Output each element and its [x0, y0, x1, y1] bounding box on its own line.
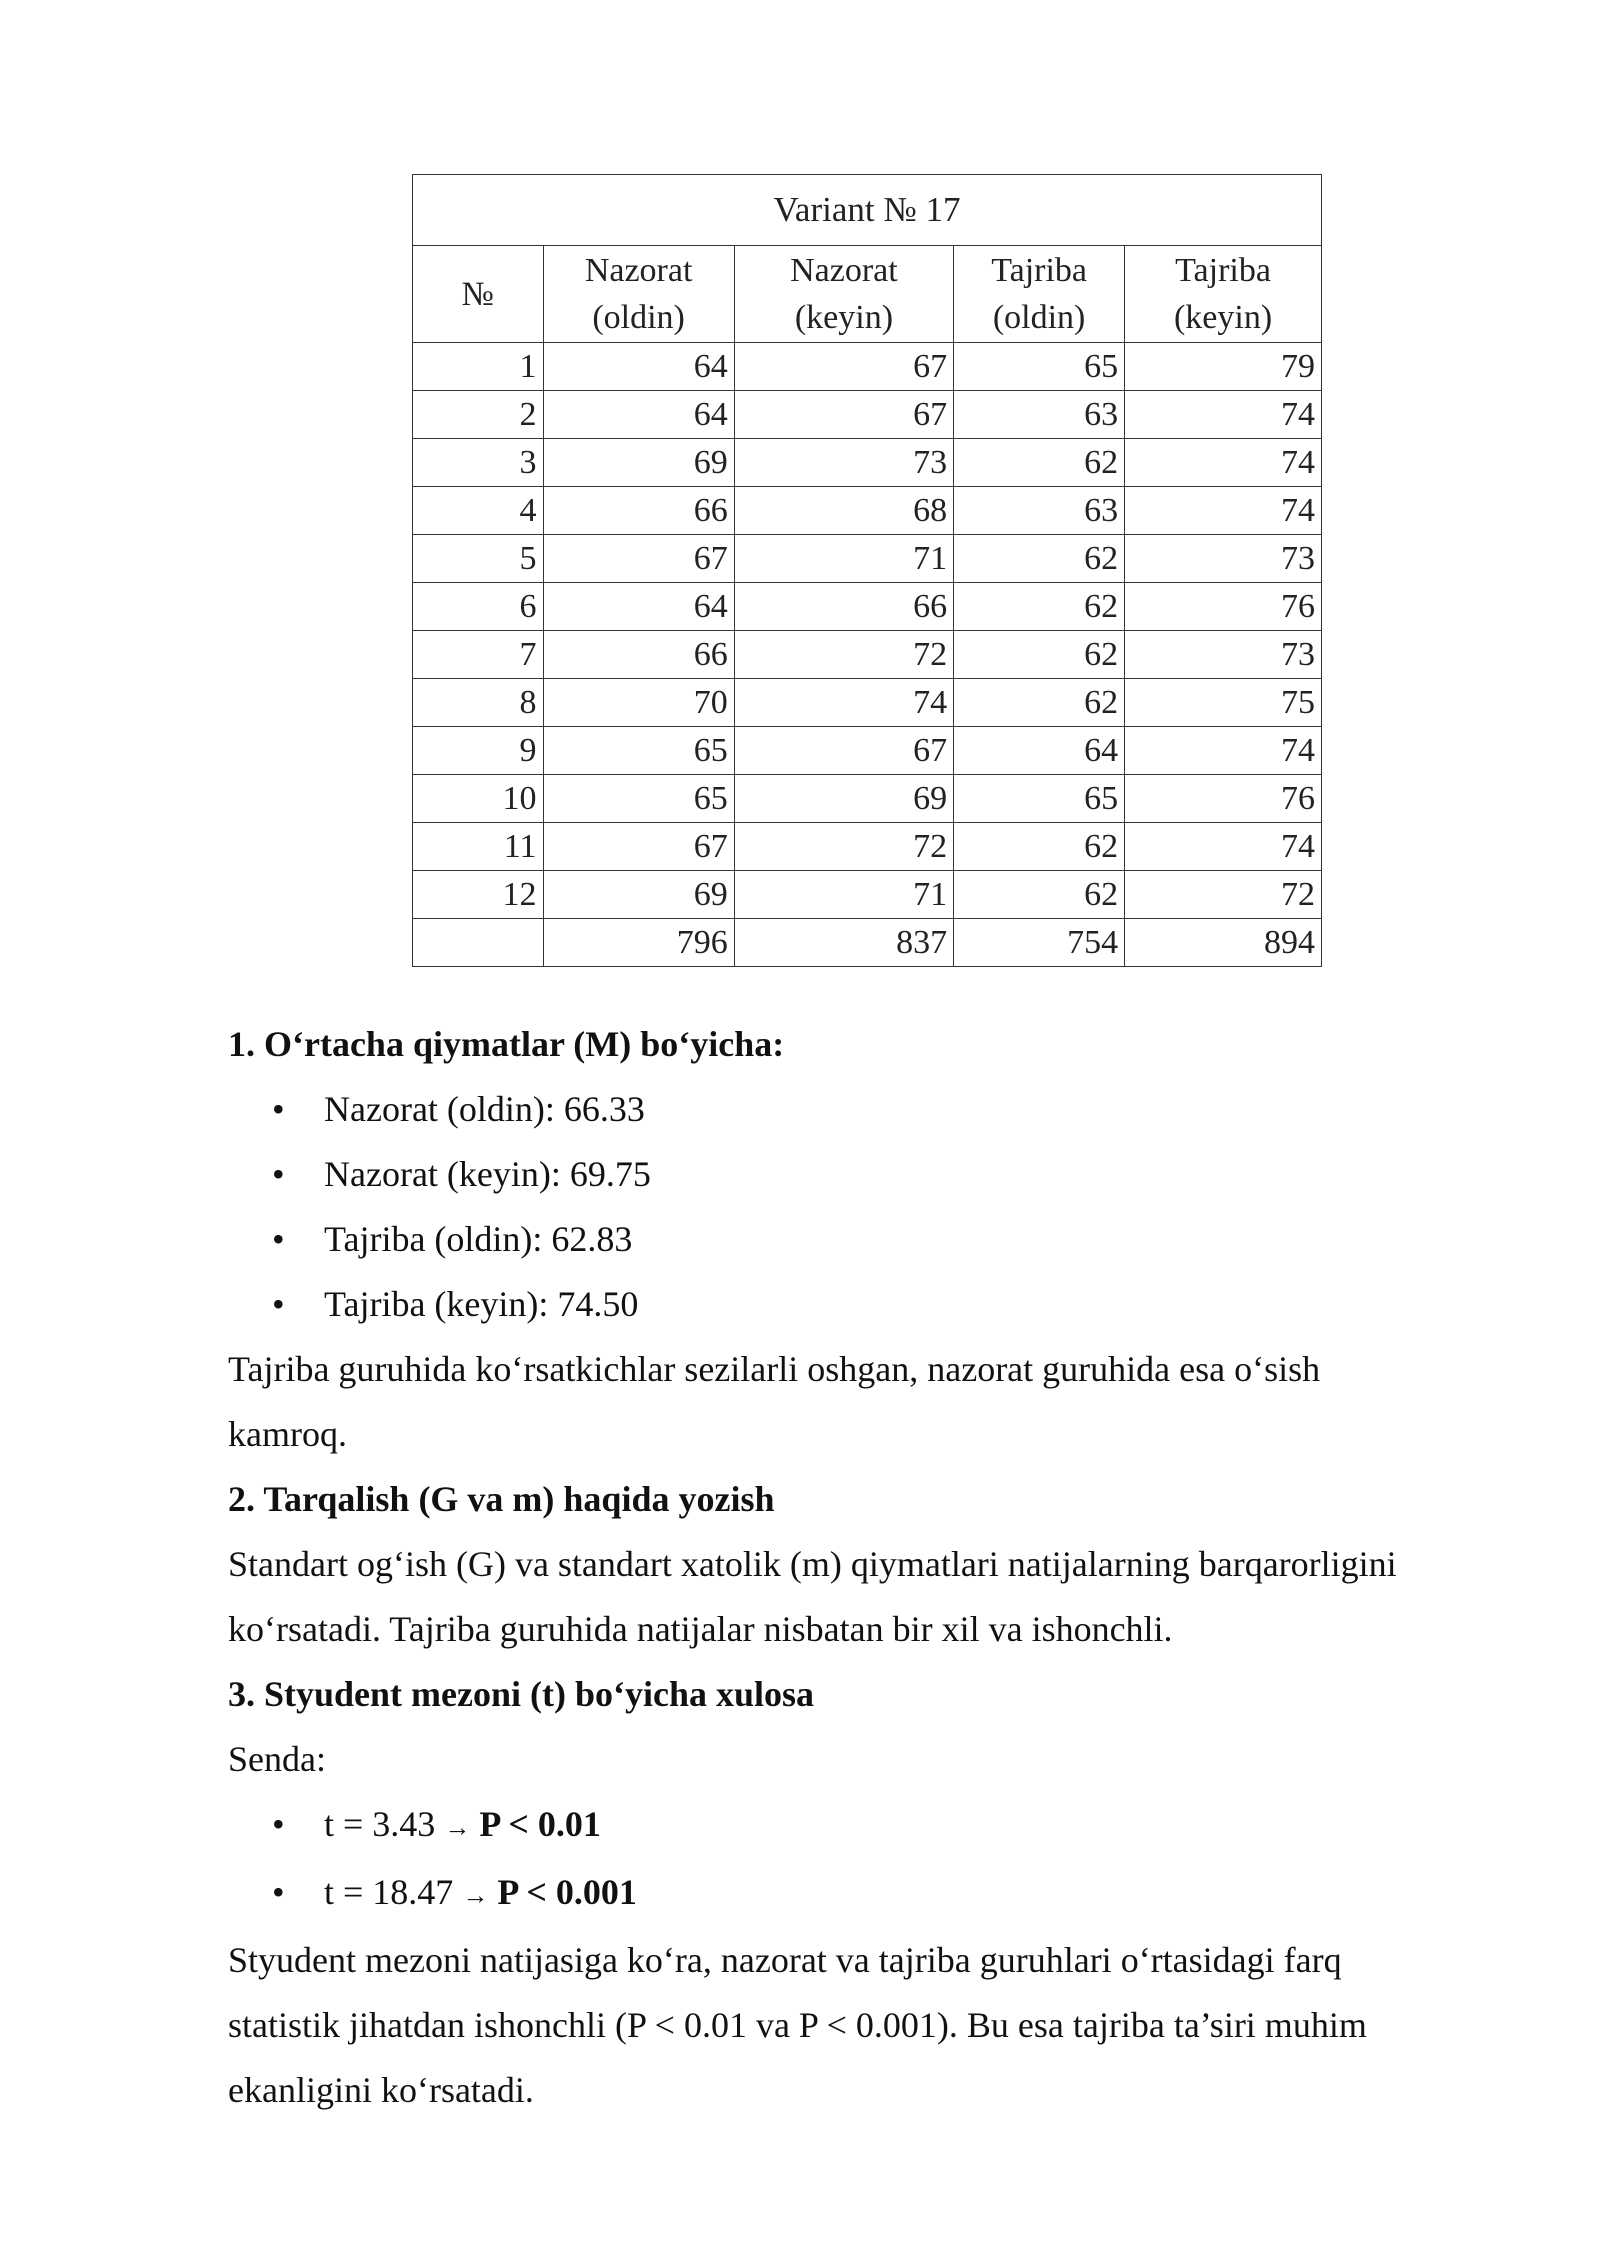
table-row	[413, 535, 1322, 583]
table-cell: 73	[1125, 631, 1322, 679]
arrow-icon: →	[444, 1813, 471, 1842]
list-item: • t = 3.43 → P < 0.01	[228, 1792, 1468, 1860]
table-cell: 796	[543, 919, 734, 967]
header-no: №	[413, 246, 544, 343]
table-cell	[413, 919, 544, 967]
table-row	[413, 679, 1322, 727]
section1-paragraph: Tajriba guruhida ko‘rsatkichlar sezilarli oshgan, nazorat guruhida esa o‘sish kamroq.	[228, 1349, 1321, 1454]
table-cell: 3	[413, 439, 544, 487]
table-row	[413, 727, 1322, 775]
table-cell: 62	[954, 583, 1125, 631]
variant-table	[412, 174, 1322, 967]
table-cell: 65	[954, 343, 1125, 391]
table-cell: 5	[413, 535, 544, 583]
table-cell: 8	[413, 679, 544, 727]
table-cell: 66	[734, 583, 953, 631]
table-cell: 69	[543, 439, 734, 487]
table-cell: 70	[543, 679, 734, 727]
table-cell: 71	[734, 871, 953, 919]
table-cell: 64	[543, 391, 734, 439]
table-body	[413, 343, 1322, 967]
table-cell: 63	[954, 487, 1125, 535]
table-row	[413, 391, 1322, 439]
bullet: •	[272, 1284, 285, 1324]
list-item: • Nazorat (oldin): 66.33	[228, 1077, 1468, 1142]
document-text	[228, 1012, 1468, 2123]
table-row	[413, 487, 1322, 535]
table-row	[413, 919, 1322, 967]
table-row	[413, 583, 1322, 631]
table-cell: 65	[954, 775, 1125, 823]
table-cell: 64	[543, 583, 734, 631]
table-cell: 4	[413, 487, 544, 535]
table-cell: 66	[543, 487, 734, 535]
t-test-list	[228, 1792, 1468, 1928]
header-nazorat-oldin: Nazorat (oldin)	[543, 246, 734, 343]
bullet: •	[272, 1872, 285, 1912]
table-row	[413, 871, 1322, 919]
table-cell: 64	[954, 727, 1125, 775]
table-cell: 76	[1125, 775, 1322, 823]
means-list	[228, 1077, 1468, 1337]
table-cell: 68	[734, 487, 953, 535]
table-cell: 62	[954, 439, 1125, 487]
bullet: •	[272, 1219, 285, 1259]
table-cell: 74	[1125, 391, 1322, 439]
table-row	[413, 343, 1322, 391]
header-tajriba-oldin: Tajriba (oldin)	[954, 246, 1125, 343]
header-tajriba-keyin: Tajriba (keyin)	[1125, 246, 1322, 343]
table-cell: 65	[543, 775, 734, 823]
table-cell: 79	[1125, 343, 1322, 391]
list-item: • Tajriba (oldin): 62.83	[228, 1207, 1468, 1272]
table-cell: 66	[543, 631, 734, 679]
table-row	[413, 775, 1322, 823]
table-cell: 837	[734, 919, 953, 967]
table-cell: 62	[954, 535, 1125, 583]
table-cell: 73	[734, 439, 953, 487]
table-cell: 69	[543, 871, 734, 919]
bullet: •	[272, 1154, 285, 1194]
table-cell: 2	[413, 391, 544, 439]
section3-heading: 3. Styudent mezoni (t) bo‘yicha xulosa	[228, 1674, 815, 1714]
table-cell: 71	[734, 535, 953, 583]
header-nazorat-keyin: Nazorat (keyin)	[734, 246, 953, 343]
table-cell: 74	[1125, 823, 1322, 871]
bullet: •	[272, 1804, 285, 1844]
table-cell: 74	[1125, 727, 1322, 775]
table-cell: 62	[954, 679, 1125, 727]
section2-heading: 2. Tarqalish (G va m) haqida yozish	[228, 1479, 775, 1519]
table-cell: 10	[413, 775, 544, 823]
table-cell: 754	[954, 919, 1125, 967]
table-cell: 67	[734, 391, 953, 439]
list-item: • Tajriba (keyin): 74.50	[228, 1272, 1468, 1337]
table-cell: 74	[734, 679, 953, 727]
table-cell: 75	[1125, 679, 1322, 727]
table-title: Variant № 17	[413, 175, 1322, 246]
list-item: • Nazorat (keyin): 69.75	[228, 1142, 1468, 1207]
section3-intro: Senda:	[228, 1739, 326, 1779]
table-row	[413, 631, 1322, 679]
list-item: • t = 18.47 → P < 0.001	[228, 1860, 1468, 1928]
table-cell: 67	[543, 535, 734, 583]
table-cell: 72	[734, 631, 953, 679]
table-cell: 72	[1125, 871, 1322, 919]
variant-table-wrapper	[412, 174, 1322, 967]
table-cell: 67	[543, 823, 734, 871]
arrow-icon: →	[462, 1881, 489, 1910]
table-cell: 73	[1125, 535, 1322, 583]
table-cell: 76	[1125, 583, 1322, 631]
section1-heading: 1. O‘rtacha qiymatlar (M) bo‘yicha:	[228, 1024, 785, 1064]
section3-paragraph: Styudent mezoni natijasiga ko‘ra, nazorat va tajriba guruhlari o‘rtasidagi farq statistik jihatdan ishonchli (P < 0.01 va P < 0.001). Bu esa tajriba ta’siri muhim ekanligini ko‘rsatadi.	[228, 1940, 1367, 2110]
table-cell: 62	[954, 823, 1125, 871]
table-cell: 7	[413, 631, 544, 679]
table-cell: 12	[413, 871, 544, 919]
table-row	[413, 823, 1322, 871]
section2-paragraph: Standart og‘ish (G) va standart xatolik (m) qiymatlari natijalarning barqarorligini ko‘rsatadi. Tajriba guruhida natijalar nisbatan bir xil va ishonchli.	[228, 1544, 1397, 1649]
table-cell: 6	[413, 583, 544, 631]
table-row	[413, 439, 1322, 487]
table-cell: 894	[1125, 919, 1322, 967]
table-cell: 62	[954, 631, 1125, 679]
table-cell: 69	[734, 775, 953, 823]
table-cell: 67	[734, 343, 953, 391]
table-cell: 64	[543, 343, 734, 391]
bullet: •	[272, 1089, 285, 1129]
table-cell: 62	[954, 871, 1125, 919]
table-cell: 11	[413, 823, 544, 871]
table-cell: 63	[954, 391, 1125, 439]
table-cell: 67	[734, 727, 953, 775]
table-cell: 72	[734, 823, 953, 871]
table-cell: 74	[1125, 487, 1322, 535]
table-cell: 1	[413, 343, 544, 391]
table-cell: 65	[543, 727, 734, 775]
table-cell: 74	[1125, 439, 1322, 487]
table-cell: 9	[413, 727, 544, 775]
